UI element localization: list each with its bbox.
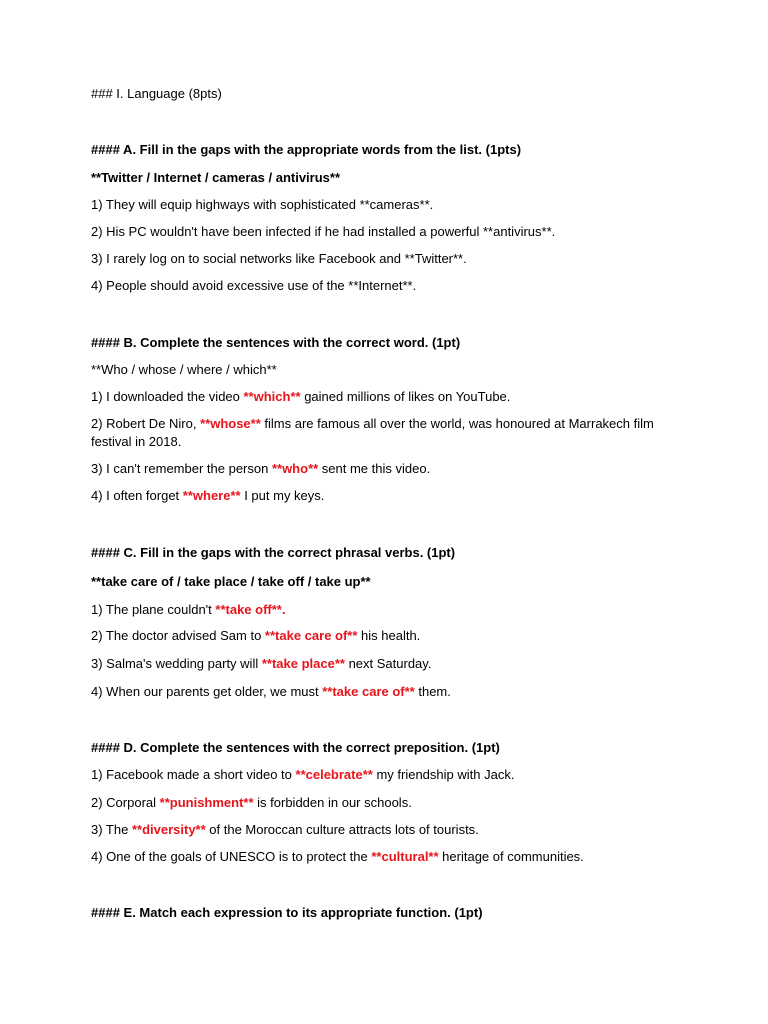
answer-text: **who** (271, 461, 319, 476)
answer-text: **which** (243, 389, 301, 404)
section-c-item-4 (91, 683, 678, 701)
answer-text: **celebrate** (295, 767, 373, 782)
item-text-after: sent me this video. (318, 461, 431, 476)
section-d-item-1 (91, 766, 678, 784)
section-b-item-3 (91, 460, 678, 478)
section-a-item-2: 2) His PC wouldn't have been infected if he had installed a powerful **antivirus**. (91, 224, 556, 239)
item-text-before: 4) When our parents get older, we must (91, 684, 323, 699)
item-text-after: next Saturday. (344, 656, 432, 671)
item-text-before: 2) Corporal (91, 795, 160, 810)
answer-text: **whose** (200, 416, 261, 431)
section-a-word-list: **Twitter / Internet / cameras / antivirus** (91, 170, 341, 185)
section-b-word-list: **Who / whose / where / which** (91, 362, 277, 377)
item-text-after: gained millions of likes on YouTube. (300, 389, 511, 404)
section-b-item-2 (91, 415, 678, 451)
section-b-heading: #### B. Complete the sentences with the correct word. (1pt) (91, 335, 461, 350)
section-d-item-4 (91, 848, 678, 866)
section-a-heading: #### A. Fill in the gaps with the appropriate words from the list. (1pts) (91, 142, 522, 157)
item-text-before: 3) The (91, 822, 132, 837)
item-text-after: I put my keys. (240, 488, 325, 503)
answer-text: **take care of** (264, 628, 358, 643)
item-text-before: 3) I can't remember the person (91, 461, 272, 476)
item-text-before: 3) Salma's wedding party will (91, 656, 262, 671)
answer-text: **take place** (261, 656, 345, 671)
section-b-item-1 (91, 388, 678, 406)
item-text-before: 1) I downloaded the video (91, 389, 244, 404)
section-a-item-3: 3) I rarely log on to social networks like Facebook and **Twitter**. (91, 251, 467, 266)
section-c-heading: #### C. Fill in the gaps with the correct phrasal verbs. (1pt) (91, 545, 456, 560)
item-text-after: my friendship with Jack. (372, 767, 515, 782)
answer-text: **take care of** (322, 684, 415, 699)
item-text-after: films are famous all over the world, was honoured at Marrakech film festival in 2018. (91, 416, 654, 449)
item-text-before: 2) Robert De Niro, (91, 416, 201, 431)
answer-text: **take off**. (215, 602, 286, 617)
section-c-item-2 (91, 627, 678, 645)
section-a-item-4: 4) People should avoid excessive use of the **Internet**. (91, 278, 417, 293)
item-text-after: them. (414, 684, 451, 699)
item-text-before: 2) The doctor advised Sam to (91, 628, 265, 643)
section-d-item-3 (91, 821, 678, 839)
item-text-after: heritage of communities. (438, 849, 584, 864)
answer-text: **cultural** (371, 849, 439, 864)
section-c-word-list: **take care of / take place / take off / take up** (91, 574, 371, 589)
section-c-item-3 (91, 655, 678, 673)
section-c-item-1 (91, 601, 678, 619)
item-text-after: his health. (357, 628, 421, 643)
page-title: ### I. Language (8pts) (91, 86, 222, 101)
answer-text: **diversity** (131, 822, 206, 837)
item-text-after: of the Moroccan culture attracts lots of tourists. (205, 822, 479, 837)
section-e-heading: #### E. Match each expression to its appropriate function. (1pt) (91, 905, 483, 920)
item-text-after: is forbidden in our schools. (253, 795, 412, 810)
section-a-item-1: 1) They will equip highways with sophisticated **cameras**. (91, 197, 434, 212)
item-text-before: 4) I often forget (91, 488, 183, 503)
item-text-before: 1) Facebook made a short video to (91, 767, 296, 782)
section-d-item-2 (91, 794, 678, 812)
section-d-heading: #### D. Complete the sentences with the correct preposition. (1pt) (91, 740, 500, 755)
item-text-before: 4) One of the goals of UNESCO is to protect the (91, 849, 372, 864)
answer-text: **punishment** (159, 795, 254, 810)
item-text-before: 1) The plane couldn't (91, 602, 216, 617)
answer-text: **where** (182, 488, 241, 503)
section-b-item-4 (91, 487, 678, 505)
